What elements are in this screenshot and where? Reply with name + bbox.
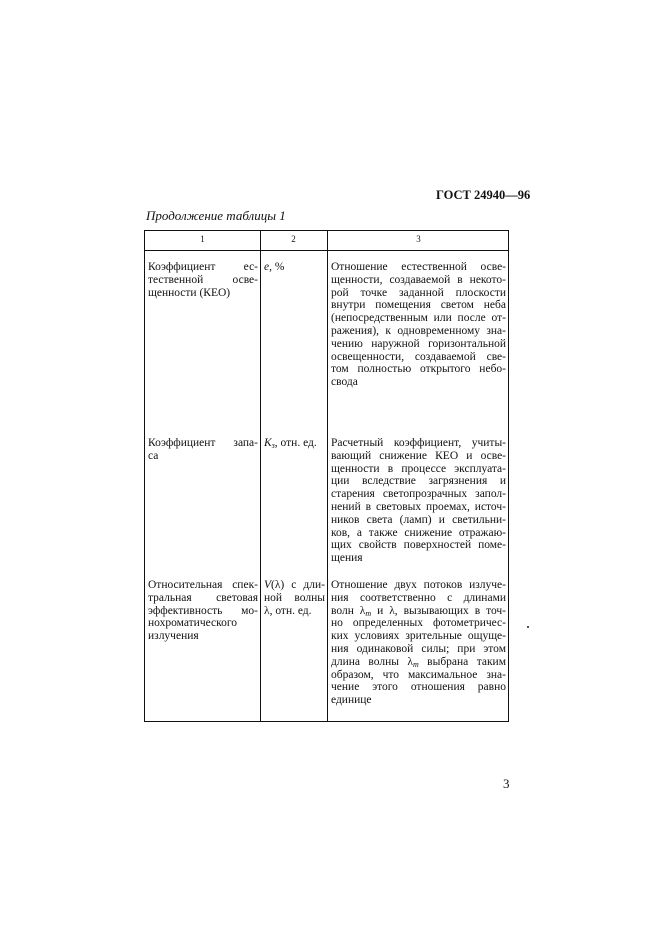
text-line: щенности в процессе эксплуата-	[331, 462, 506, 475]
text-line: ния одинаковой силы; при этом	[331, 642, 506, 655]
text-line: Расчетный коэффициент, учиты-	[331, 437, 506, 449]
text-line: ков, а также снижение отражаю-	[331, 526, 506, 539]
text-line: щих свойств поверхностей поме-	[331, 539, 506, 552]
text-line: Отношение естественной осве-	[331, 261, 506, 273]
text-line: ких условиях зрительные ощуще-	[331, 630, 506, 643]
text-line: (непосредственным или после от-	[331, 312, 506, 325]
text-line: длина волны $\lambda_m$ выбрана таким	[331, 655, 506, 669]
text-line: том полностью открытого небо-	[331, 363, 506, 376]
text-line: но определенных фотометричес-	[331, 617, 506, 630]
text-line: щенности (КЕО)	[148, 286, 231, 299]
text-line: единице	[331, 694, 372, 707]
text-line: излучения	[148, 630, 199, 643]
term-cell	[148, 261, 258, 299]
text-line: волн $\lambda_m$ и λ, вызывающих в точ-	[331, 604, 507, 618]
scan-speck	[527, 626, 529, 628]
text-line: свода	[331, 376, 358, 389]
column-header-2: 2	[291, 234, 296, 244]
text-line: e, %	[264, 261, 285, 273]
column-divider	[260, 231, 261, 721]
definition-cell	[331, 579, 506, 707]
text-line: Отношение двух потоков излуче-	[331, 579, 506, 591]
text-line: ражения), к одновременному зна-	[331, 324, 506, 337]
text-line: рой точке заданной плоскости	[331, 286, 506, 299]
text-line: $K_з$, отн. ед.	[264, 437, 317, 450]
symbol-cell	[264, 437, 325, 450]
standard-designation: ГОСТ 24940—96	[436, 188, 531, 202]
text-line: тральная световая	[148, 591, 258, 604]
text-line: V(λ) с дли-	[264, 579, 325, 591]
text-line: ников света (ламп) и светильни-	[331, 513, 506, 526]
text-line: вающий снижение КЕО и осве-	[331, 449, 506, 462]
text-line: нохроматического	[148, 617, 238, 630]
table-continuation-caption: Продолжение таблицы 1	[146, 208, 286, 223]
text-line: щенности, создаваемой в некото-	[331, 273, 506, 286]
symbol-cell	[264, 261, 325, 274]
text-line: нений в световых проемах, источ-	[331, 500, 506, 513]
text-line: чение этого отношения равно	[331, 681, 506, 694]
text-line: образом, что максимальное зна-	[331, 668, 506, 681]
text-line: чению наружной горизонтальной	[331, 337, 506, 350]
text-line: эффективность мо-	[148, 604, 258, 617]
terms-table	[144, 230, 509, 722]
text-line: тественной осве-	[148, 273, 258, 286]
text-line: освещенности, создаваемой све-	[331, 350, 506, 363]
term-cell	[148, 579, 258, 643]
text-line: ной волны	[264, 591, 325, 604]
column-header-1: 1	[200, 234, 205, 244]
term-cell	[148, 437, 258, 463]
text-line: са	[148, 449, 159, 462]
text-line: λ, отн. ед.	[264, 604, 312, 617]
text-line: Коэффициент запа-	[148, 437, 258, 449]
text-line: Относительная спек-	[148, 579, 258, 591]
symbol-cell	[264, 579, 325, 617]
text-line: щения	[331, 552, 363, 565]
definition-cell	[331, 437, 506, 565]
text-line: ния соответственно с длинами	[331, 591, 506, 604]
text-line: Коэффициент ес-	[148, 261, 258, 273]
column-header-3: 3	[416, 234, 421, 244]
definition-cell	[331, 261, 506, 389]
text-line: старения светопрозрачных запол-	[331, 488, 506, 501]
column-divider	[327, 231, 328, 721]
text-line: ции вследствие загрязнения и	[331, 475, 506, 488]
text-line: внутри помещения светом неба	[331, 299, 506, 312]
page-number: 3	[503, 776, 510, 791]
